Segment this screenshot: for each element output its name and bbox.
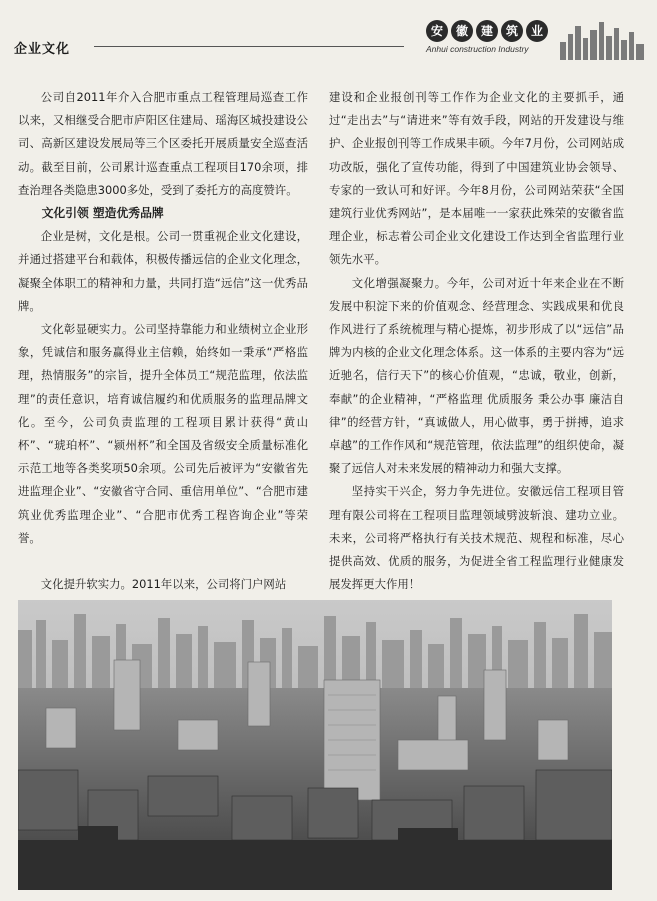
magazine-title: [426, 20, 548, 42]
city-photo-illustration: [18, 600, 612, 890]
paragraph: 文化增强凝聚力。今年，公司对近十年来企业在不断发展中积淀下来的价值观念、经营理念、实践成果和优良作风进行了系统梳理与精心提炼，初步形成了以“远信”品牌为内核的企业文化理念体系。这一体系的主要内容为“远近驰名，信行天下”的核心价值观，“忠诚，敬业，创新，奉献”的企业精神，“严格监理 优质服务 秉公办事 廉洁自律”的经营方针，“真诚做人，用心做事，勇于拼搏，追求卓越”的工作作风和“规范管理，依法监理”的组织使命，凝聚了远信人对未来发展的精神动力和强大支撑。: [329, 275, 624, 476]
section-label: 企业文化: [14, 42, 71, 57]
paragraph: 建设和企业报创刊等工作作为企业文化的主要抓手，通过“走出去”与“请进来”等有效手段，网站的开发建设与维护、企业报创刊等工作成果丰硕。今年7月份，公司网站成功改版，强化了宣传功能，得到了中国建筑业协会领导、专家的一致认可和好评。今年8月份，公司网站荣获“全国建筑行业优秀网站”，是本届唯一一家获此殊荣的安徽省监理企业，标志着公司企业文化建设工作达到全省监理行业领先水平。: [329, 90, 624, 267]
city-skyline-photo: [18, 600, 612, 890]
subheading: 文化引领 塑造优秀品牌: [41, 206, 164, 221]
title-char: 业: [526, 20, 548, 42]
title-char: 建: [476, 20, 498, 42]
paragraph: 企业是树，文化是根。公司一贯重视企业文化建设，并通过搭建平台和载体，积极传播远信的企业文化理念，凝聚全体职工的精神和力量，共同打造“远信”这一优秀品牌。: [18, 229, 308, 313]
paragraph: 文化彰显硬实力。公司坚持靠能力和业绩树立企业形象，凭诚信和服务赢得业主信赖，始终如一秉承“严格监理，热情服务”的宗旨，提升全体员工“规范监理，依法监理”的责任意识，培育诚信履约和优质服务的监理品牌文化。至今，公司负责监理的工程项目累计获得“黄山杯”、“琥珀杯”、“颍州杯”和全国及省级安全质量标准化示范工地等各类奖项50余项。公司先后被评为“安徽省先进监理企业”、“安徽省守合同、重信用单位”、“合肥市建筑业优秀监理企业”、“合肥市优秀工程咨询企业”等荣誉。: [18, 322, 308, 545]
title-char: 筑: [501, 20, 523, 42]
skyline-icon: [558, 20, 646, 60]
left-text-column: [18, 86, 308, 596]
paragraph: 坚持实干兴企，努力争先进位。安徽远信工程项目管理有限公司将在工程项目监理领域劈波斩浪、建功立业。未来，公司将严格执行有关技术规范、规程和标准，尽心提供高效、优质的服务，为促进全省工程监理行业健康发展发挥更大作用！: [329, 484, 624, 592]
paragraph: 文化提升软实力。2011年以来，公司将门户网站: [40, 577, 287, 592]
paragraph: 公司自2011年介入合肥市重点工程管理局巡查工作以来，又相继受合肥市庐阳区住建局、瑶海区城投建设公司、高新区建设发展局等三个区委托开展质量安全巡查活动。截至目前，公司累计巡查重点工程项目170余项，排查治理各类隐患3000多处，受到了委托方的高度赞许。: [18, 90, 308, 197]
right-text-column: [329, 86, 624, 596]
magazine-logo: [408, 20, 648, 62]
title-char: 安: [426, 20, 448, 42]
magazine-subtitle: Anhui construction Industry: [426, 44, 529, 54]
header-divider: [94, 46, 404, 47]
title-char: 徽: [451, 20, 473, 42]
